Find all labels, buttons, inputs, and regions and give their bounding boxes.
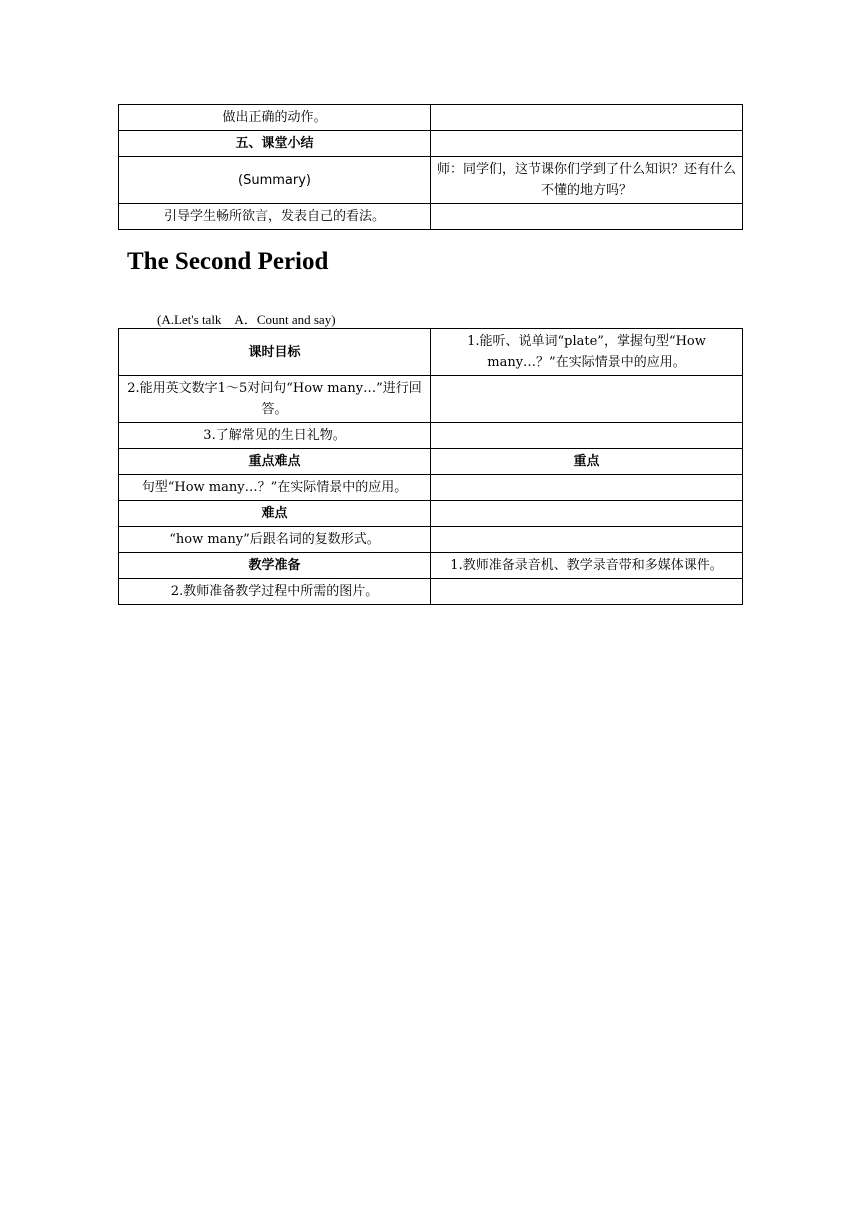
table-row — [119, 204, 743, 230]
table-cell — [431, 501, 743, 527]
table-cell: 2.教师准备教学过程中所需的图片。 — [119, 579, 431, 605]
table-row — [119, 579, 743, 605]
table-cell: 难点 — [119, 501, 431, 527]
table-row — [119, 131, 743, 157]
table-cell: 3.了解常见的生日礼物。 — [119, 423, 431, 449]
table-cell: 做出正确的动作。 — [119, 105, 431, 131]
section-title: The Second Period — [127, 248, 329, 275]
table-row — [119, 105, 743, 131]
table-cell: 2.能用英文数字1～5对问句“How many…”进行回答。 — [119, 376, 431, 423]
table-cell — [431, 131, 743, 157]
section-subtitle: (A.Let's talk A．Count and say) — [157, 312, 336, 327]
table-row — [119, 329, 743, 376]
table-cell: 重点 — [431, 449, 743, 475]
summary-table — [118, 104, 743, 230]
section-heading-cell: 五、课堂小结 — [119, 131, 431, 157]
table-cell — [431, 527, 743, 553]
table-row — [119, 501, 743, 527]
table-row — [119, 376, 743, 423]
table-cell: (Summary) — [119, 157, 431, 204]
table-row — [119, 475, 743, 501]
table-row — [119, 527, 743, 553]
table-cell — [431, 579, 743, 605]
table-row — [119, 157, 743, 204]
table-cell: 课时目标 — [119, 329, 431, 376]
table-cell — [431, 475, 743, 501]
table-cell — [431, 105, 743, 131]
table-cell: 1.能听、说单词“plate”，掌握句型“How many…？”在实际情景中的应用。 — [431, 329, 743, 376]
table-row — [119, 449, 743, 475]
table-row — [119, 423, 743, 449]
table-cell: 重点难点 — [119, 449, 431, 475]
table-cell — [431, 423, 743, 449]
table-cell: 教学准备 — [119, 553, 431, 579]
table-cell: 引导学生畅所欲言，发表自己的看法。 — [119, 204, 431, 230]
table-cell — [431, 204, 743, 230]
table-cell: 师：同学们，这节课你们学到了什么知识？还有什么不懂的地方吗？ — [431, 157, 743, 204]
table-cell: 1.教师准备录音机、教学录音带和多媒体课件。 — [431, 553, 743, 579]
table-cell — [431, 376, 743, 423]
table-row — [119, 553, 743, 579]
lesson-plan-table — [118, 328, 743, 605]
table-cell: “how many”后跟名词的复数形式。 — [119, 527, 431, 553]
table-cell: 句型“How many…？”在实际情景中的应用。 — [119, 475, 431, 501]
